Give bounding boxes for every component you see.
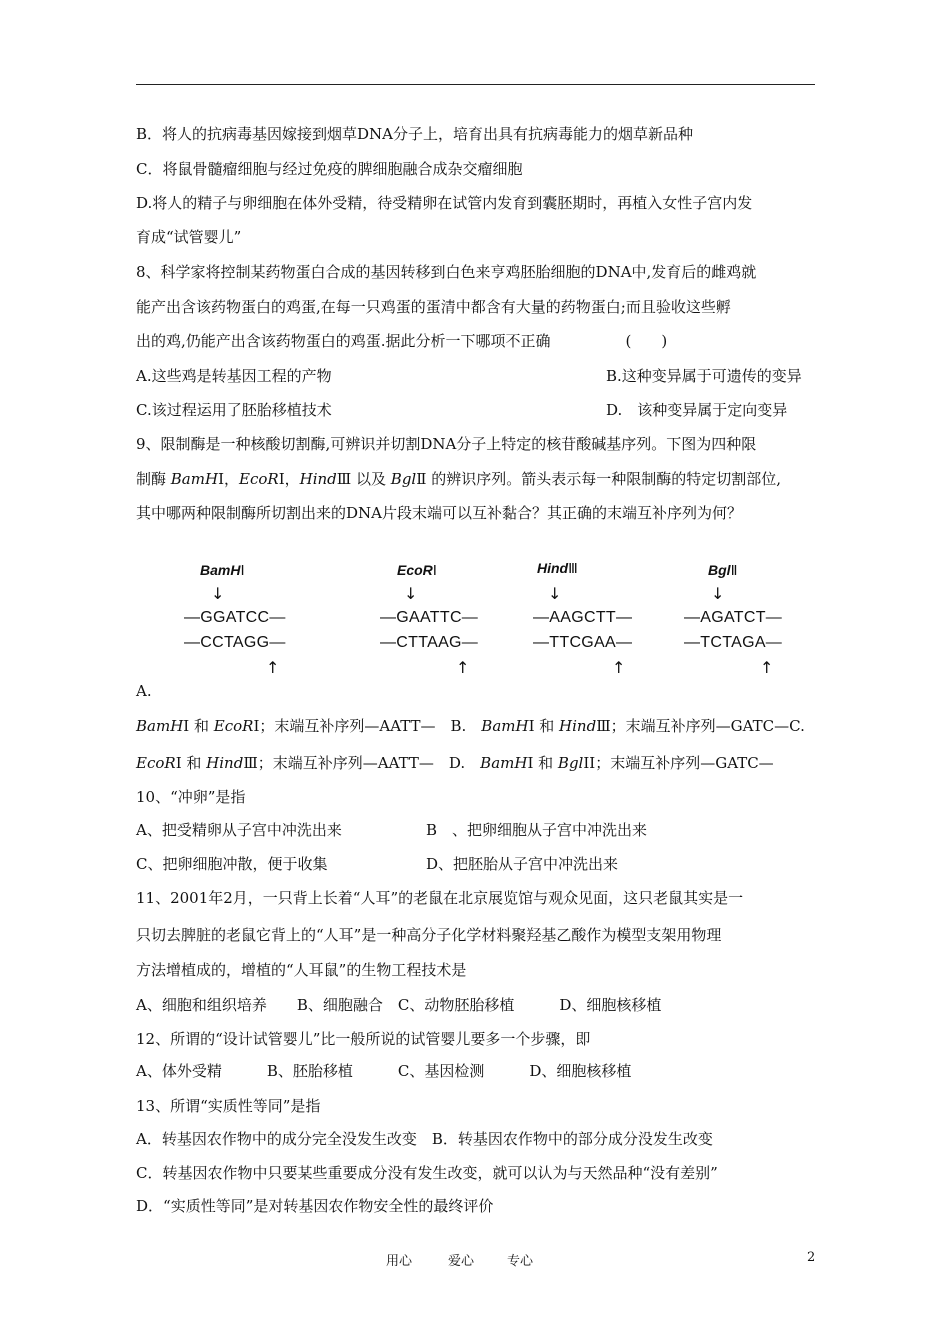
q8-option-c: C.该过程运用了胚胎移植技术 (136, 401, 332, 419)
page-number: 2 (807, 1250, 816, 1265)
enzyme-name: BamH (480, 754, 528, 772)
footer-motto-3: 专心 (507, 1254, 534, 1269)
footer-motto-1: 用心 (386, 1254, 413, 1269)
enzyme-label-ecor: EcoRⅠ (397, 562, 437, 578)
q9-text: Ⅲ 以及 (336, 470, 391, 488)
answer-text: Ⅰ 和 (175, 754, 207, 772)
q9-stem-line2 (136, 469, 781, 489)
q10-options-row2 (136, 854, 619, 874)
q8-stem-line1: 8、科学家将控制某药物蛋白合成的基因转移到白色来亨鸡胚胎细胞的DNA中,发育后的雌鸡就 (136, 263, 757, 281)
enzyme-name: BamH (170, 470, 219, 488)
cut-arrow-up-icon: ↑ (760, 658, 774, 677)
footer-motto-2: 爱心 (448, 1254, 475, 1269)
q8-stem-line3: 出的鸡,仍能产出含该药物蛋白的鸡蛋.据此分析一下哪项不正确 ( ) (136, 332, 668, 350)
enzyme-label-hind: HindⅢ (537, 560, 578, 576)
cut-arrow-up-icon: ↑ (266, 658, 280, 677)
enzyme-label-bgl: BglⅡ (708, 562, 738, 578)
cut-arrow-up-icon: ↑ (612, 658, 626, 677)
enzyme-name: EcoR (136, 754, 176, 772)
q13-stem: 13、所谓“实质性等同”是指 (136, 1097, 321, 1115)
enzyme-name: EcoR (239, 470, 279, 488)
q7-option-b: B．将人的抗病毒基因嫁接到烟草DNA分子上，培育出具有抗病毒能力的烟草新品种 (136, 125, 694, 143)
enzyme-name: Bgl (557, 754, 584, 772)
q9-text: Ⅰ， (218, 470, 239, 488)
q12-stem: 12、所谓的“设计试管婴儿”比一般所说的试管婴儿要多一个步骤，即 (136, 1030, 591, 1048)
enzyme-name: BamH (481, 717, 529, 735)
ecor-bottom-strand: —CTTAAG— (380, 634, 479, 651)
q13-option-d: D．“实质性等同”是对转基因农作物安全性的最终评价 (136, 1197, 494, 1215)
answer-text: Ⅲ；末端互补序列—GATC—C. (596, 717, 805, 735)
answer-text: Ⅰ；末端互补序列—AATT— B. (253, 717, 482, 735)
q11-stem-line3: 方法增植成的，增植的“人耳鼠”的生物工程技术是 (136, 961, 467, 979)
enzyme-name: BamH (136, 717, 184, 735)
q10-option-c: C、把卵细胞冲散，便于收集 (136, 855, 328, 873)
q11-stem-line2: 只切去脾脏的老鼠它背上的“人耳”是一种高分子化学材料聚羟基乙酸作为模型支架用物理 (136, 926, 722, 944)
q9-stem-line3: 其中哪两种限制酶所切割出来的DNA片段末端可以互补黏合？其正确的末端互补序列为何？ (136, 504, 742, 522)
cut-arrow-down-icon: ↓ (211, 584, 225, 603)
q8-option-d: D. 该种变异属于定向变异 (606, 401, 788, 419)
q8-option-b: B.这种变异属于可遗传的变异 (606, 367, 802, 385)
q7-option-c: C．将鼠骨髓瘤细胞与经过免疫的脾细胞融合成杂交瘤细胞 (136, 160, 523, 178)
q12-options: A、体外受精 B、胚胎移植 C、基因检测 D、细胞核移植 (136, 1062, 632, 1080)
q9-stem-line1: 9、限制酶是一种核酸切割酶,可辨识并切割DNA分子上特定的核苷酸碱基序列。下图为四种限 (136, 435, 757, 453)
bgl-top-strand: —AGATCT— (684, 609, 783, 626)
answer-text: ⅠI；末端互补序列—GATC— (583, 754, 774, 772)
q13-options-ab: A．转基因农作物中的成分完全没发生改变 B．转基因农作物中的部分成分没发生改变 (136, 1130, 713, 1148)
enzyme-name: Hind (299, 470, 337, 488)
hind-bottom-strand: —TTCGAA— (533, 634, 633, 651)
bamh-top-strand: —GGATCC— (184, 609, 286, 626)
cut-arrow-up-icon: ↑ (456, 658, 470, 677)
enzyme-name: Hind (559, 717, 597, 735)
bgl-bottom-strand: —TCTAGA— (684, 634, 783, 651)
q13-option-c: C．转基因农作物中只要某些重要成分没有发生改变，就可以认为与天然品种“没有差别” (136, 1164, 718, 1182)
q7-option-d-line1: D.将人的精子与卵细胞在体外受精，待受精卵在试管内发育到囊胚期时，再植入女性子宫内发 (136, 194, 753, 212)
q8-stem-line2: 能产出含该药物蛋白的鸡蛋,在每一只鸡蛋的蛋清中都含有大量的药物蛋白;而且验收这些孵 (136, 298, 731, 316)
q9-text: Ⅱ 的辨识序列。箭头表示每一种限制酶的特定切割部位, (416, 470, 781, 488)
q9-options-ab (136, 716, 805, 736)
enzyme-label-bamh: BamHⅠ (200, 562, 245, 578)
ecor-top-strand: —GAATTC— (380, 609, 479, 626)
cut-arrow-down-icon: ↓ (404, 584, 418, 603)
bamh-bottom-strand: —CCTAGG— (184, 634, 286, 651)
q8-options-row2 (136, 400, 788, 420)
enzyme-name: EcoR (213, 717, 254, 735)
q8-option-a: A.这些鸡是转基因工程的产物 (136, 367, 332, 385)
q11-stem-line1: 11、2001年2月，一只背上长着“人耳”的老鼠在北京展览馆与观众见面，这只老鼠其实是一 (136, 889, 744, 907)
answer-text: Ⅲ；末端互补序列—AATT— D. (243, 754, 481, 772)
q8-options-row1 (136, 366, 802, 386)
q10-options-row1 (136, 820, 648, 840)
q11-options: A、细胞和组织培养 B、细胞融合 C、动物胚胎移植 D、细胞核移植 (136, 996, 662, 1014)
cut-arrow-down-icon: ↓ (548, 584, 562, 603)
enzyme-name: Bgl (390, 470, 417, 488)
q9-options-cd (136, 753, 774, 773)
q10-option-a: A、把受精卵从子宫中冲洗出来 (136, 821, 342, 839)
q9-text: Ⅰ， (278, 470, 300, 488)
q9-text: 制酶 (136, 470, 171, 488)
q9-option-a-label: A. (136, 682, 152, 700)
answer-text: Ⅰ 和 (183, 717, 214, 735)
answer-text: Ⅰ 和 (527, 754, 558, 772)
q10-option-d: D、把胚胎从子宫中冲洗出来 (426, 855, 619, 873)
enzyme-name: Hind (206, 754, 244, 772)
q10-option-b: B 、把卵细胞从子宫中冲洗出来 (426, 821, 648, 839)
cut-arrow-down-icon: ↓ (711, 584, 725, 603)
answer-text: Ⅰ 和 (528, 717, 560, 735)
hind-top-strand: —AAGCTT— (533, 609, 633, 626)
q7-option-d-line2: 育成“试管婴儿” (136, 228, 242, 246)
header-rule (136, 84, 815, 85)
q10-stem: 10、“冲卵”是指 (136, 788, 246, 806)
